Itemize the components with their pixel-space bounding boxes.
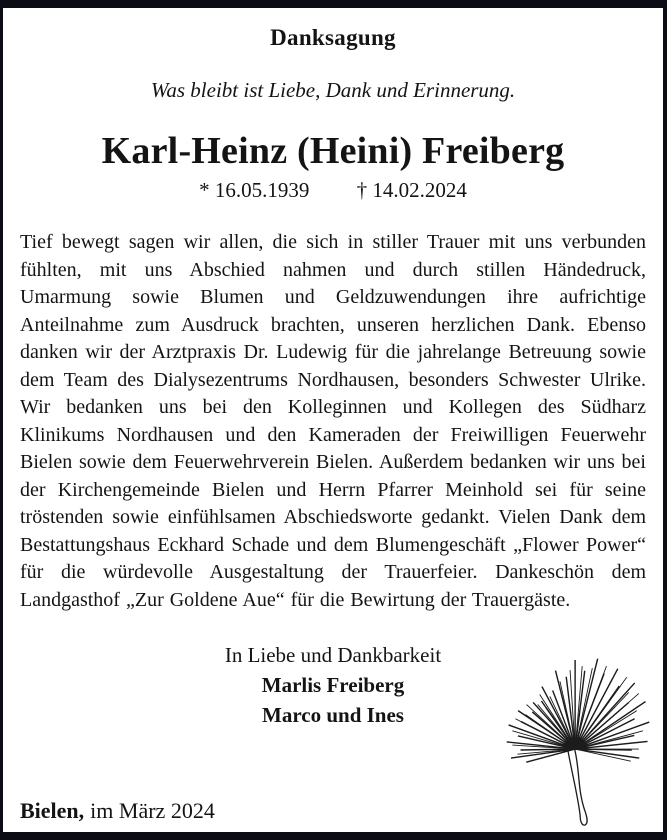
life-dates	[3, 178, 663, 203]
signature-names: Marco und Ines	[262, 703, 404, 727]
closing-sentiment: In Liebe und Dankbarkeit	[224, 643, 442, 667]
signature-name: Marlis Freiberg	[261, 673, 405, 697]
place-date-line	[20, 798, 215, 824]
place-name: Bielen,	[20, 798, 85, 823]
ginkgo-leaf-icon	[479, 656, 651, 828]
acknowledgment-text: Tief bewegt sagen wir allen, die sich in stiller Trauer mit uns verbunden fühlten, mit uns Abschied nahmen und durch stillen Händedruck, Umarmung sowie Blumen und Geldzuwendungen ihre aufrichtige Anteilnahme zum Ausdruck brachten, unseren herzlichen Dank. Ebenso danken wir der Arztpraxis Dr. Ludewig für die jahrelange Betreuung sowie dem Team des Dialysezentrums Nordhausen, besonders Schwester Ulrike. Wir bedanken uns bei den Kolleginnen und Kollegen des Südharz Klinikums Nordhausen und den Kameraden der Freiwilligen Feuerwehr Bielen sowie dem Feuerwehrverein Bielen. Außerdem bedanken wir uns bei der Kirchengemeinde Bielen und Herrn Pfarrer Meinhold sei für seine tröstenden sowie einfühlsamen Abschiedsworte gedankt. Vielen Dank dem Bestattungshaus Eckhard Schade und dem Blumengeschäft „Flower Power“ für die würdevolle Ausgestaltung der Trauerfeier. Dankeschön dem Landgasthof „Zur Goldene Aue“ für die Bewirtung der Trauergäste.	[20, 231, 646, 611]
birth-date: * 16.05.1939	[199, 178, 310, 202]
epigraph-quote: Was bleibt ist Liebe, Dank und Erinnerung.	[150, 78, 516, 102]
month-year: im März 2024	[90, 798, 215, 823]
deceased-name: Karl-Heinz (Heini) Freiberg	[101, 130, 565, 172]
notice-type-heading: Danksagung	[270, 25, 396, 50]
death-date: † 14.02.2024	[356, 178, 467, 202]
